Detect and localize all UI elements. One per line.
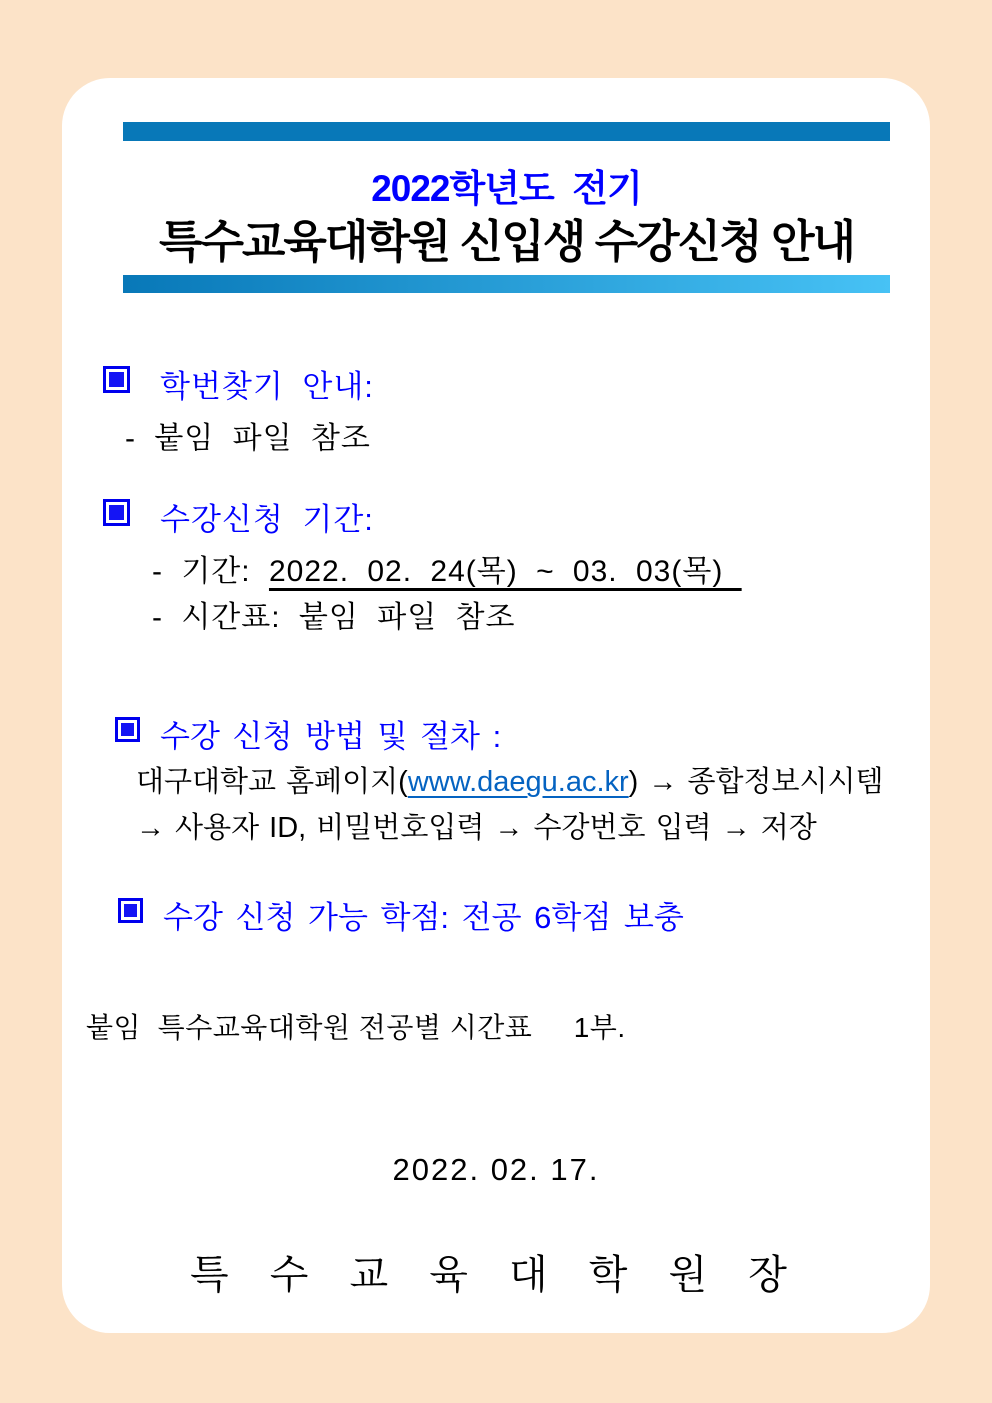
section-heading-id-find: 학번찾기 안내: <box>160 369 374 404</box>
method-line-1 <box>136 759 884 800</box>
square-bullet-inner <box>124 904 137 917</box>
homepage-text: 대구대학교 홈페이지( <box>136 766 408 798</box>
document-title: 특수교육대학원 신입생 수강신청 안내 <box>158 216 855 267</box>
square-bullet-icon <box>115 717 140 742</box>
section-heading-period: 수강신청 기간: <box>160 502 374 537</box>
attachment-note: 붙임 특수교육대학원 전공별 시간표 1부. <box>86 1012 626 1043</box>
document-date: 2022. 02. 17. <box>392 1152 600 1187</box>
section-heading-credits: 수강 신청 가능 학점: 전공 6학점 보충 <box>163 900 684 935</box>
signature-dean: 특 수 교 육 대 학 원 장 <box>190 1253 802 1297</box>
header-top-bar <box>123 122 890 141</box>
square-bullet-inner <box>109 505 124 520</box>
document-subtitle: 2022학년도 전기 <box>371 168 642 209</box>
daegu-university-link[interactable]: www.daegu.ac.kr <box>407 766 629 798</box>
square-bullet-icon <box>103 499 130 526</box>
square-bullet-icon <box>118 898 143 923</box>
header-gradient-bar <box>123 275 890 293</box>
period-line <box>152 546 742 590</box>
section-heading-method: 수강 신청 방법 및 절차 : <box>160 719 502 754</box>
id-find-line: - 붙임 파일 참조 <box>125 422 371 455</box>
period-value: 2022. 02. 24(목) ~ 03. 03(목) <box>268 555 742 588</box>
notice-card <box>62 78 930 1333</box>
period-label: - 기간: <box>152 555 269 588</box>
timetable-line: - 시간표: 붙임 파일 참조 <box>152 601 516 634</box>
portal-text: ) → 종합정보시시템 <box>628 766 884 798</box>
square-bullet-inner <box>109 372 124 387</box>
square-bullet-inner <box>121 723 134 736</box>
square-bullet-icon <box>103 366 130 393</box>
method-line-2: → 사용자 ID, 비밀번호입력 → 수강번호 입력 → 저장 <box>136 812 817 844</box>
